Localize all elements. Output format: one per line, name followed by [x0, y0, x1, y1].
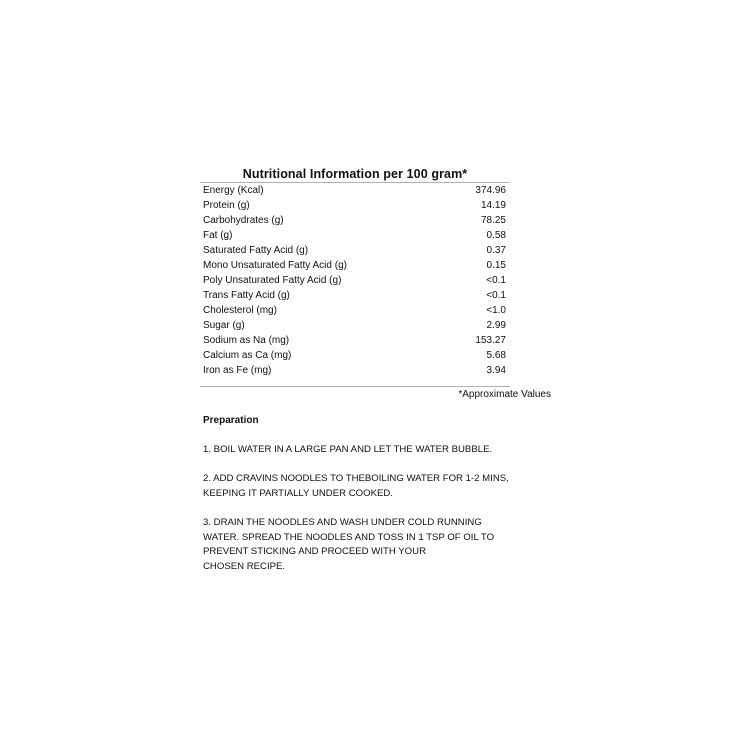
step-text-line: WATER. SPREAD THE NOODLES AND TOSS IN 1 TSP OF OIL TO	[203, 531, 495, 543]
preparation-heading: Preparation	[203, 415, 259, 426]
nutrient-value: 0.58	[486, 230, 506, 241]
nutrient-value: 2.99	[486, 320, 506, 331]
preparation-step-1	[203, 443, 543, 458]
nutrition-row	[203, 183, 506, 198]
nutrient-label: Poly Unsaturated Fatty Acid (g)	[203, 275, 342, 286]
nutrient-label: Fat (g)	[203, 230, 233, 241]
nutrient-value: 153.27	[475, 335, 506, 346]
nutrition-table	[203, 183, 506, 378]
preparation-step-2	[203, 472, 543, 501]
nutrition-row	[203, 258, 506, 273]
step-text-line: 2. ADD CRAVINS NOODLES TO THEBOILING WATER FOR 1-2 MINS,	[203, 473, 509, 484]
nutrient-label: Carbohydrates (g)	[203, 215, 284, 226]
nutrition-row	[203, 273, 506, 288]
nutrition-row	[203, 198, 506, 213]
nutrition-row	[203, 213, 506, 228]
nutrition-row	[203, 348, 506, 363]
preparation-step-3	[203, 516, 543, 575]
nutrition-row	[203, 303, 506, 318]
nutrition-row	[203, 243, 506, 258]
nutrient-value: 0.15	[486, 260, 506, 271]
nutrient-value: 14.19	[480, 200, 506, 211]
nutrient-value: <0.1	[486, 290, 506, 301]
step-text-line: KEEPING IT PARTIALLY UNDER COOKED.	[203, 487, 393, 499]
nutrient-label: Sodium as Na (mg)	[203, 335, 290, 346]
nutrient-value: 78.25	[480, 215, 506, 226]
nutrient-label: Energy (Kcal)	[203, 185, 264, 196]
nutrient-label: Calcium as Ca (mg)	[203, 350, 292, 361]
approximate-values-note: *Approximate Values	[458, 389, 551, 400]
nutrient-label: Mono Unsaturated Fatty Acid (g)	[203, 260, 347, 271]
nutrient-label: Saturated Fatty Acid (g)	[203, 245, 309, 256]
nutrition-title: Nutritional Information per 100 gram*	[242, 167, 468, 181]
nutrient-value: <0.1	[486, 275, 506, 286]
step-text-line: CHOSEN RECIPE.	[203, 561, 286, 573]
nutrient-value: <1.0	[486, 305, 506, 316]
nutrient-value: 5.68	[486, 350, 506, 361]
nutrition-row	[203, 228, 506, 243]
table-bottom-rule	[200, 386, 510, 387]
nutrient-label: Protein (g)	[203, 200, 250, 211]
step-text-line: 3. DRAIN THE NOODLES AND WASH UNDER COLD RUNNING	[203, 517, 482, 528]
step-text-line: PREVENT STICKING AND PROCEED WITH YOUR	[203, 546, 426, 558]
nutrient-value: 3.94	[486, 365, 506, 376]
nutrition-row	[203, 318, 506, 333]
nutrient-label: Trans Fatty Acid (g)	[203, 290, 290, 301]
nutrient-label: Cholesterol (mg)	[203, 305, 277, 316]
nutrition-row	[203, 288, 506, 303]
nutrition-row	[203, 333, 506, 348]
nutrient-label: Iron as Fe (mg)	[203, 365, 272, 376]
step-text-line: 1. BOIL WATER IN A LARGE PAN AND LET THE WATER BUBBLE.	[203, 444, 493, 455]
nutrition-row	[203, 363, 506, 378]
nutrient-label: Sugar (g)	[203, 320, 245, 331]
nutrient-value: 0.37	[486, 245, 506, 256]
nutrient-value: 374.96	[475, 185, 506, 196]
